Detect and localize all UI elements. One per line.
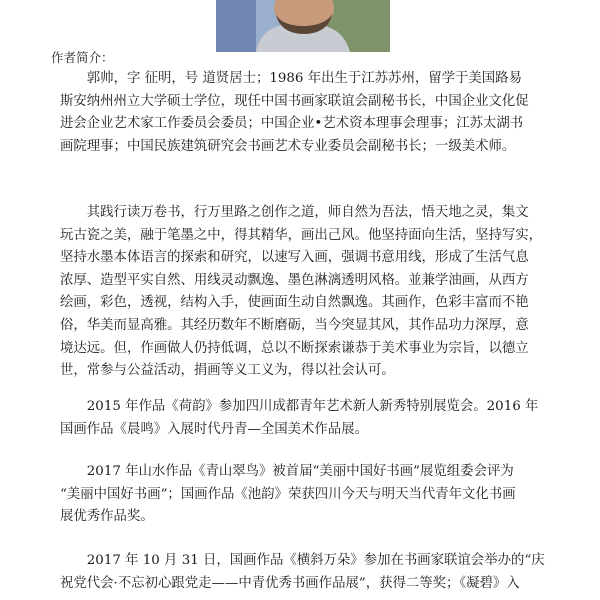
author-portrait-photo (216, 0, 390, 52)
paragraph-line: 祝党代会·不忘初心跟党走——中青优秀书画作品展”，获得二等奖；《凝碧》入 (60, 575, 520, 591)
paragraph-line: 坚持水墨本体语言的探索和研究，以速写入画，强调书意用线，形成了生活气息 (60, 250, 529, 266)
paragraph-line: 绘画，彩色，透视，结构入手，使画面生动自然飘逸。其画作，色彩丰富而不艳 (60, 295, 529, 311)
paragraph-line: 浓厚、造型平实自然、用线灵动飘逸、墨色淋漓透明风格。並兼学油画，从西方 (60, 272, 529, 288)
exhibition-2017-oct-paragraph (60, 550, 570, 595)
paragraph-line: “美丽中国好书画”；国画作品《池韵》荣获四川今天与明天当代青年文化书画 (60, 486, 516, 502)
paragraph-line: 俗，华美而显高雅。其经历数年不断磨砺，当今突显其风，其作品功力深厚，意 (60, 317, 529, 333)
paragraph-line: 境达远。但，作画做人仍持低调，总以不断探索谦恭于美术事业为宗旨，以德立 (60, 340, 529, 356)
paragraph-line: 其践行读万卷书，行万里路之创作之道，师自然为吾法，悟天地之灵，集文 (60, 205, 529, 220)
paragraph-line: 2017 年 10 月 31 日，国画作品《横斜万朵》参加在书画家联谊会举办的“庆 (60, 553, 545, 568)
biography-paragraph (60, 68, 570, 158)
exhibition-2015-paragraph (60, 396, 570, 441)
paragraph-line: 2015 年作品《荷韵》参加四川成都青年艺术新人新秀特别展览会。2016 年 (60, 399, 539, 414)
paragraph-line: 世，常参与公益活动，捐画等义工义为，得以社会认可。 (60, 363, 395, 379)
author-intro-label: 作者简介： (51, 50, 114, 65)
paragraph-line: 展优秀作品奖。 (60, 509, 154, 525)
artistic-style-paragraph (60, 202, 570, 383)
paragraph-line: 2017 年山水作品《青山翠鸟》被首届“美丽中国好书画”展览组委会评为 (60, 464, 514, 479)
paragraph-line: 画院理事；中国民族建筑研究会书画艺术专业委员会副秘书长；一级美术师。 (60, 138, 516, 154)
award-2017-paragraph (60, 461, 570, 529)
paragraph-line: 国画作品《晨鸣》入展时代丹青—全国美术作品展。 (60, 421, 368, 437)
paragraph-line: 进会企业艺术家工作委员会委员；中国企业•艺术资本理事会理事；江苏太湖书 (60, 116, 524, 132)
paragraph-line: 郭帅，字 征明，号 道贤居士；1986 年出生于江苏苏州，留学于美国路易 (60, 71, 522, 86)
paragraph-line: 玩古瓷之美，融于笔墨之中，得其精华，画出己风。他坚持面向生活，坚持写实， (60, 227, 543, 243)
portrait-photo-icon (216, 0, 390, 52)
paragraph-line: 斯安纳州州立大学硕士学位，现任中国书画家联谊会副秘书长，中国企业文化促 (60, 93, 529, 109)
